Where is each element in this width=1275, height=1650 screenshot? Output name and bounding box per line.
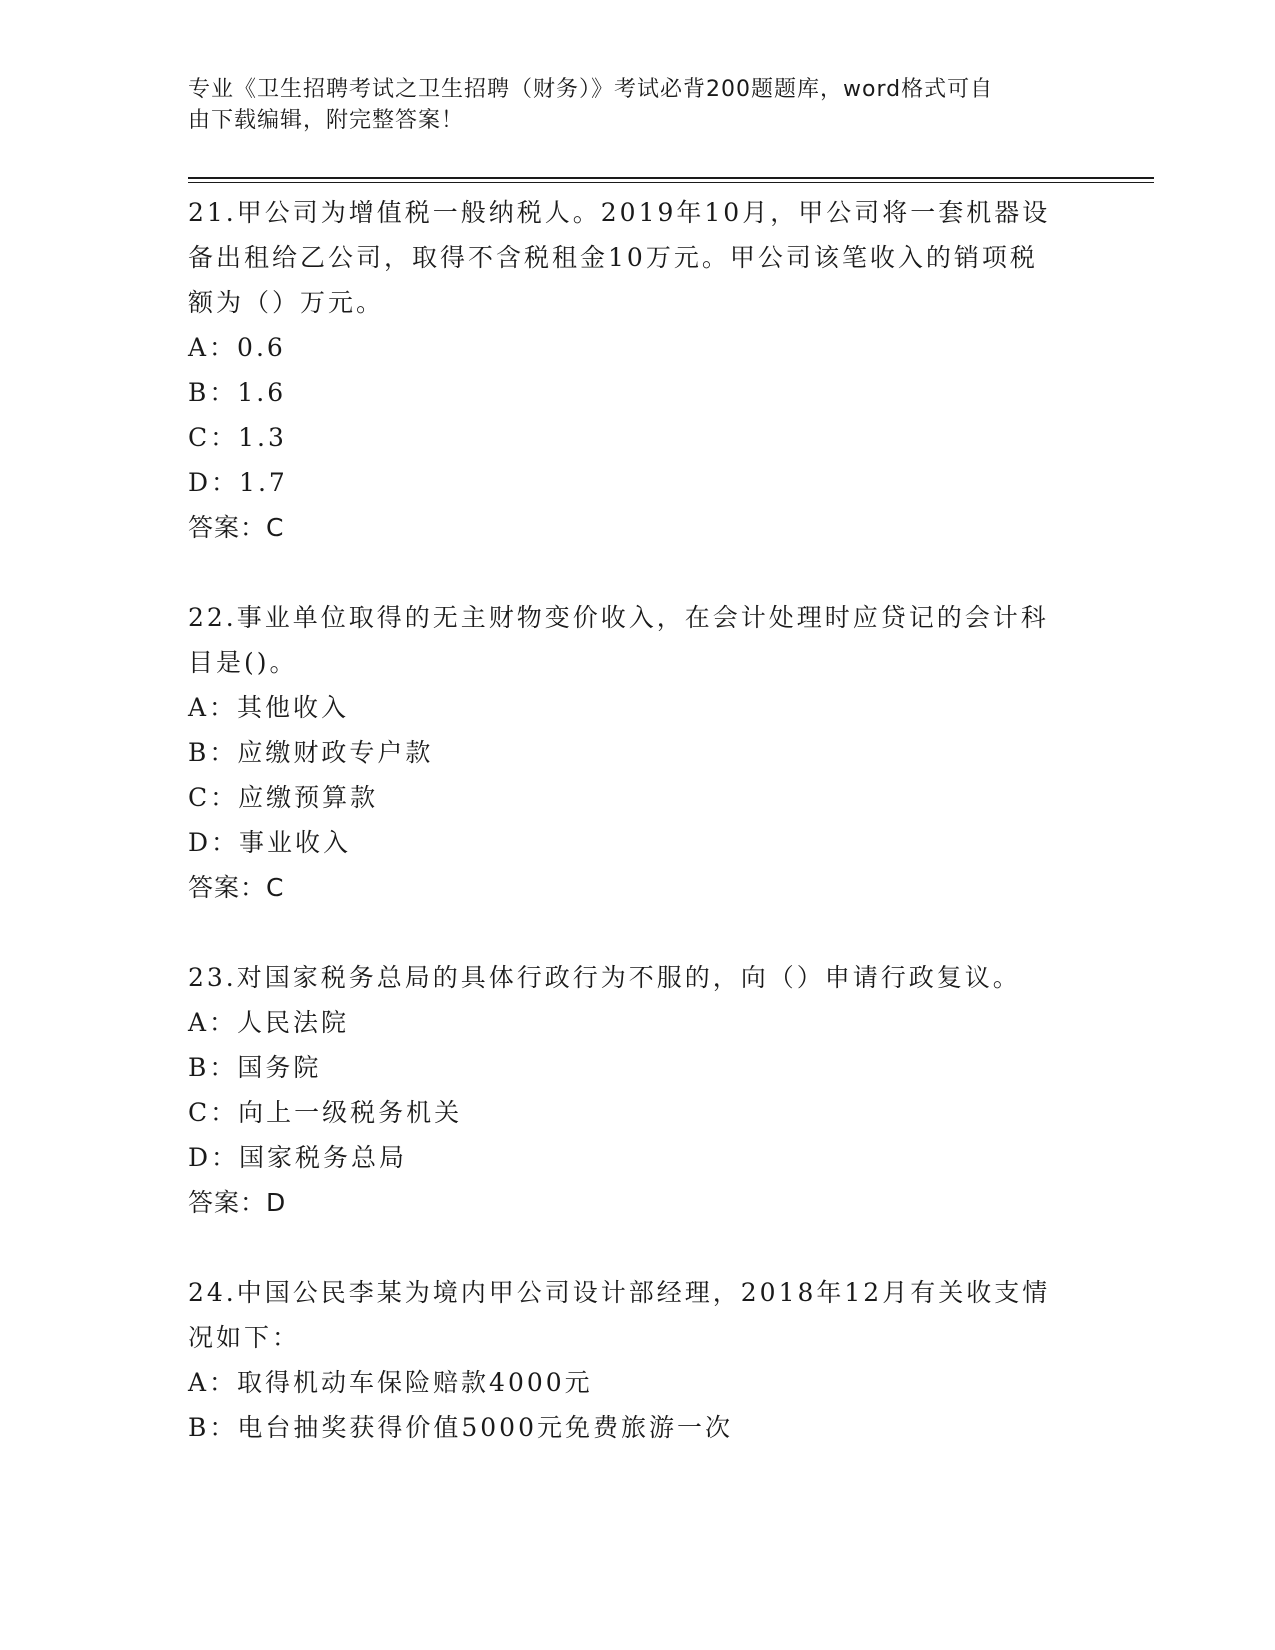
option-a: A：人民法院: [188, 1008, 350, 1037]
question-stem-line: 24.中国公民李某为境内甲公司设计部经理，2018年12月有关收支情: [188, 1278, 1051, 1307]
option-b: B：电台抽奖获得价值5000元免费旅游一次: [188, 1413, 733, 1442]
option-b: B：应缴财政专户款: [188, 738, 434, 767]
question-block: [188, 955, 1088, 1225]
question-stem-line: 况如下：: [188, 1323, 301, 1352]
option-a: A：0.6: [188, 333, 286, 362]
question-list: [188, 190, 1088, 1495]
option-a: A：其他收入: [188, 693, 350, 722]
option-b: B：国务院: [188, 1053, 322, 1082]
answer-line: 答案：C: [188, 513, 285, 542]
option-a: A：取得机动车保险赔款4000元: [188, 1368, 593, 1397]
question-block: [188, 190, 1088, 550]
document-header: [188, 74, 1068, 136]
option-c: C：应缴预算款: [188, 783, 379, 812]
question-stem-line: 备出租给乙公司，取得不含税租金10万元。甲公司该笔收入的销项税: [188, 243, 1038, 272]
option-c: C：向上一级税务机关: [188, 1098, 463, 1127]
header-divider: [188, 177, 1154, 179]
question-stem-line: 21.甲公司为增值税一般纳税人。2019年10月，甲公司将一套机器设: [188, 198, 1051, 227]
header-line: 专业《卫生招聘考试之卫生招聘（财务）》考试必背200题题库，word格式可自: [188, 77, 994, 102]
option-d: D：事业收入: [188, 828, 352, 857]
question-block: [188, 595, 1088, 910]
header-divider-thin: [188, 182, 1154, 183]
option-b: B：1.6: [188, 378, 287, 407]
question-stem-line: 22.事业单位取得的无主财物变价收入，在会计处理时应贷记的会计科: [188, 603, 1049, 632]
option-d: D：国家税务总局: [188, 1143, 408, 1172]
header-line: 由下载编辑，附完整答案！: [188, 108, 465, 133]
question-stem-line: 目是()。: [188, 648, 298, 677]
answer-line: 答案：D: [188, 1188, 287, 1217]
question-stem-line: 23.对国家税务总局的具体行政行为不服的，向（）申请行政复议。: [188, 963, 1021, 992]
question-block: [188, 1270, 1088, 1450]
question-stem-line: 额为（）万元。: [188, 288, 385, 317]
answer-line: 答案：C: [188, 873, 285, 902]
option-d: D：1.7: [188, 468, 288, 497]
option-c: C：1.3: [188, 423, 287, 452]
